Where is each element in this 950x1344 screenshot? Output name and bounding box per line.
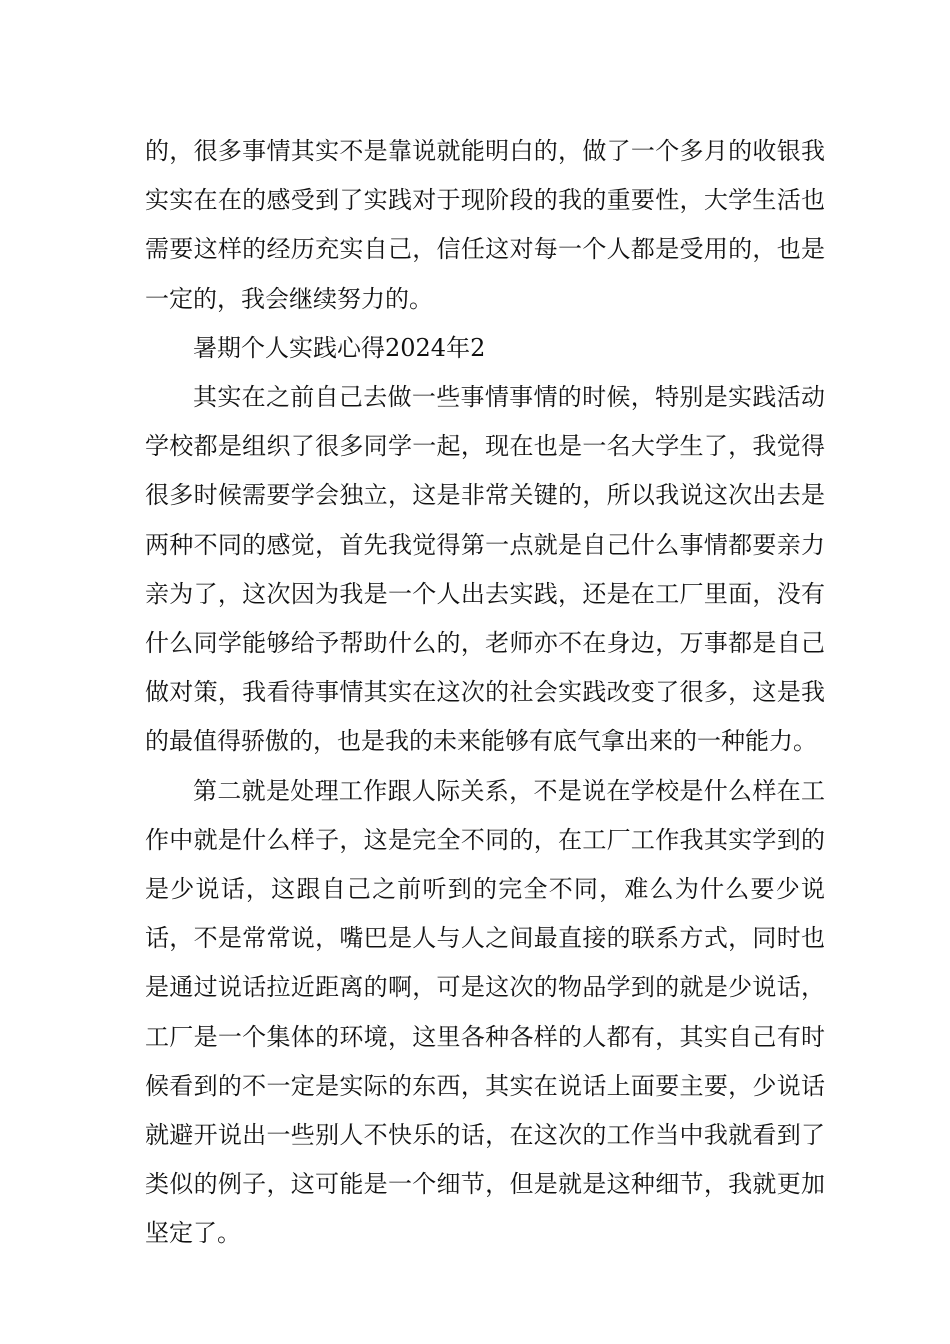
section-heading: 暑期个人实践心得2024年2 [193, 333, 486, 362]
paragraph-relationships: 第二就是处理工作跟人际关系，不是说在学校是什么样在工作中就是什么样子，这是完全不同的，在工厂工作我其实学到的是少说话，这跟自己之前听到的完全不同，难么为什么要少说话，不是常常说，嘴巴是人与人之间最直接的联系方式，同时也是通过说话拉近距离的啊，可是这次的物品学到的就是少说话，工厂是一个集体的环境，这里各种各样的人都有，其实自己有时候看到的不一定是实际的东西，其实在说话上面要主要，少说话就避开说出一些别人不快乐的话，在这次的工作当中我就看到了类似的例子，这可能是一个细节，但是就是这种细节，我就更加坚定了。 [145, 776, 825, 1248]
paragraph-continuation: 的，很多事情其实不是靠说就能明白的，做了一个多月的收银我实实在在的感受到了实践对于现阶段的我的重要性，大学生活也需要这样的经历充实自己，信任这对每一个人都是受用的，也是一定的，我会继续努力的。 [145, 137, 825, 313]
paragraph-independence: 其实在之前自己去做一些事情事情的时候，特别是实践活动学校都是组织了很多同学一起，现在也是一名大学生了，我觉得很多时候需要学会独立，这是非常关键的，所以我说这次出去是两种不同的感觉，首先我觉得第一点就是自己什么事情都要亲力亲为了，这次因为我是一个人出去实践，还是在工厂里面，没有什么同学能够给予帮助什么的，老师亦不在身边，万事都是自己做对策，我看待事情其实在这次的社会实践改变了很多，这是我的最值得骄傲的，也是我的未来能够有底气拿出来的一种能力。 [145, 383, 825, 756]
document-body [145, 127, 825, 1259]
